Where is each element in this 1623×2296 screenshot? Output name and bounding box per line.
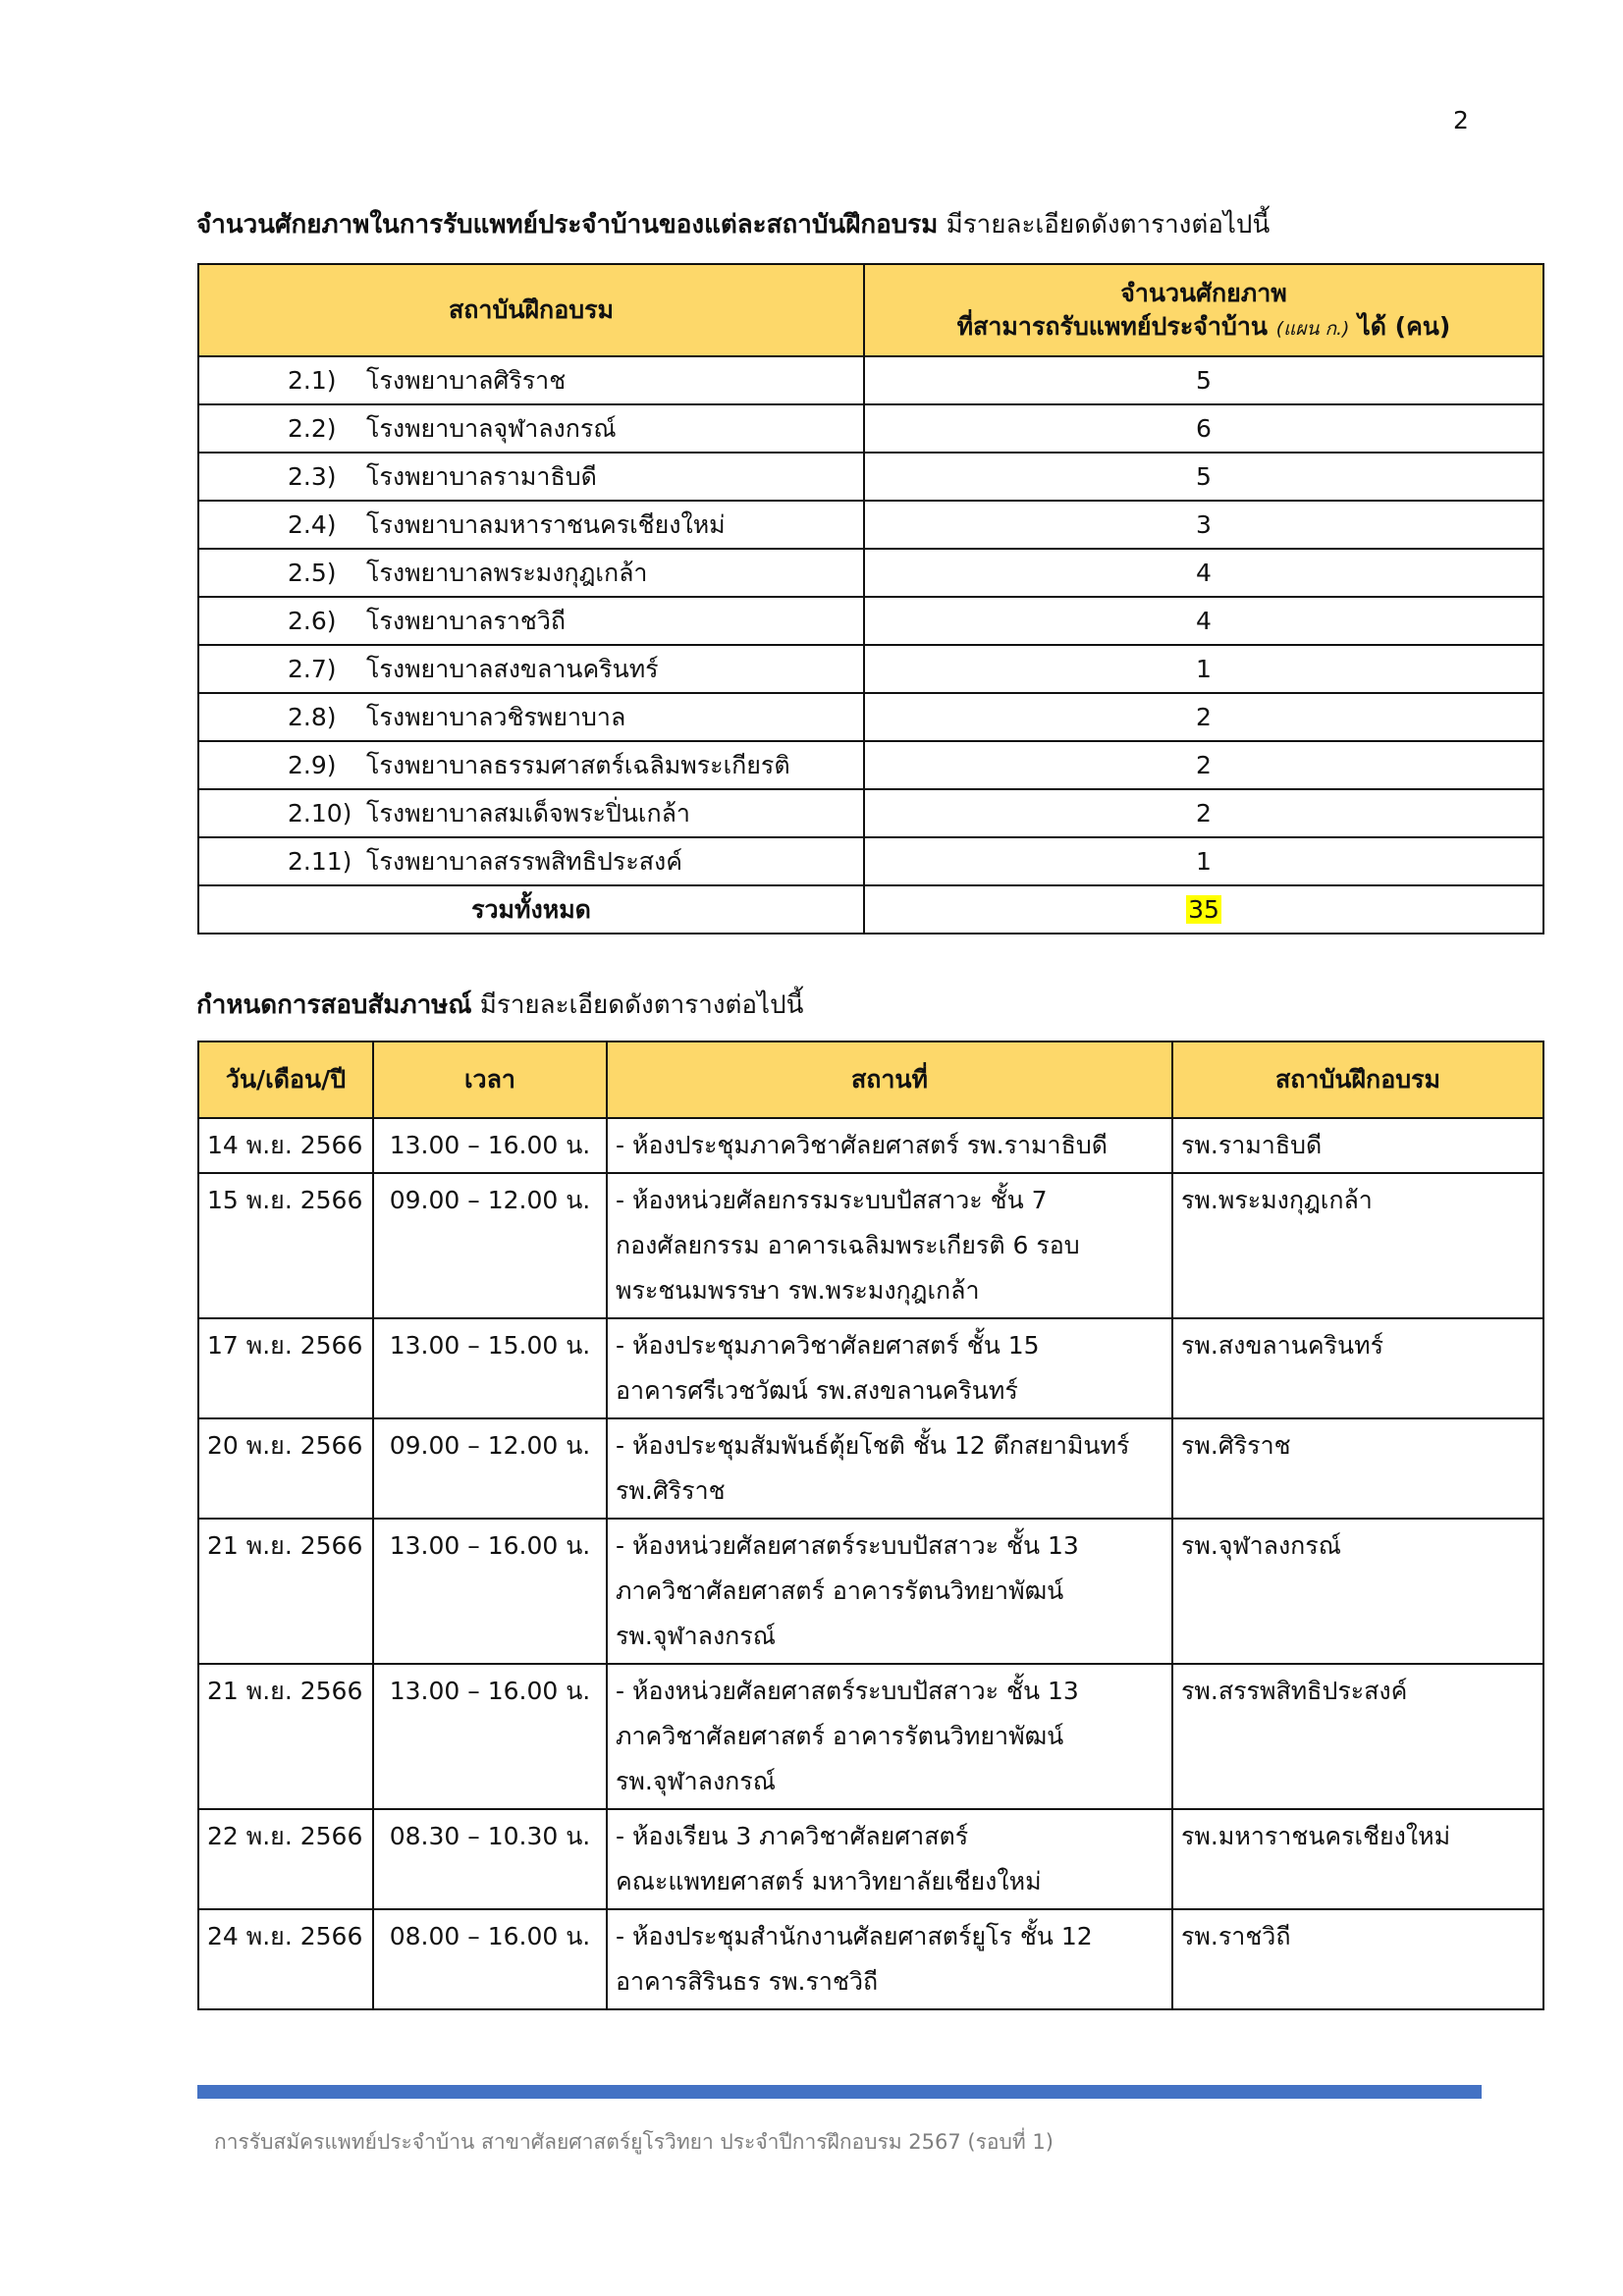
place-line: - ห้องประชุมภาควิชาศัลยศาสตร์ รพ.รามาธิบดี [616, 1131, 1108, 1159]
institution-cell [198, 356, 864, 404]
institution-cell [198, 645, 864, 693]
capacity-row [198, 837, 1543, 885]
institution-index: 2.8) [288, 702, 337, 731]
institution-name: โรงพยาบาลรามาธิบดี [366, 461, 597, 491]
place-line: - ห้องประชุมภาควิชาศัลยศาสตร์ ชั้น 15 [616, 1331, 1040, 1360]
interview-heading [196, 985, 803, 1025]
place-line: อาคารสิรินธร รพ.ราชวิถี [616, 1967, 879, 1996]
interview-place [607, 1418, 1172, 1519]
place-line: - ห้องหน่วยศัลยศาสตร์ระบบปัสสาวะ ชั้น 13 [616, 1677, 1079, 1705]
col-time-header: เวลา [373, 1041, 607, 1118]
capacity-row [198, 789, 1543, 837]
interview-institution: รพ.ราชวิถี [1172, 1909, 1543, 2009]
interview-time: 08.00 – 16.00 น. [373, 1909, 607, 2009]
capacity-table-header [198, 264, 1543, 356]
institution-name: โรงพยาบาลสรรพสิทธิประสงค์ [366, 846, 682, 876]
capacity-row [198, 404, 1543, 453]
capacity-count: 4 [864, 597, 1543, 645]
institution-index: 2.9) [288, 750, 337, 779]
interview-place [607, 1118, 1172, 1173]
total-value-cell [864, 885, 1543, 934]
institution-name: โรงพยาบาลพระมงกุฎเกล้า [366, 558, 648, 587]
col-institution-header-2: สถาบันฝึกอบรม [1172, 1041, 1543, 1118]
institution-cell [198, 789, 864, 837]
place-line: พระชนมพรรษา รพ.พระมงกุฎเกล้า [616, 1276, 980, 1305]
interview-row [198, 1173, 1543, 1318]
place-line: กองศัลยกรรม อาคารเฉลิมพระเกียรติ 6 รอบ [616, 1231, 1080, 1259]
interview-row [198, 1909, 1543, 2009]
interview-time: 13.00 – 15.00 น. [373, 1318, 607, 1418]
capacity-heading [196, 204, 1270, 244]
institution-index: 2.11) [288, 846, 352, 876]
interview-place [607, 1519, 1172, 1664]
capacity-row [198, 741, 1543, 789]
interview-date: 20 พ.ย. 2566 [198, 1418, 373, 1519]
col-capacity-line2b: ได้ (คน) [1349, 312, 1451, 341]
interview-row [198, 1318, 1543, 1418]
interview-time: 09.00 – 12.00 น. [373, 1418, 607, 1519]
place-line: คณะแพทยศาสตร์ มหาวิทยาลัยเชียงใหม่ [616, 1867, 1042, 1896]
capacity-count: 2 [864, 693, 1543, 741]
interview-date: 15 พ.ย. 2566 [198, 1173, 373, 1318]
interview-place [607, 1909, 1172, 2009]
place-line: - ห้องประชุมสัมพันธ์ตุ้ยโชติ ชั้น 12 ตึกสยามินทร์ [616, 1431, 1130, 1460]
interview-table [197, 1041, 1544, 2010]
interview-place [607, 1809, 1172, 1909]
place-line: รพ.จุฬาลงกรณ์ [616, 1767, 776, 1795]
interview-institution: รพ.สงขลานครินทร์ [1172, 1318, 1543, 1418]
col-institution-header: สถาบันฝึกอบรม [198, 264, 864, 356]
interview-institution: รพ.ศิริราช [1172, 1418, 1543, 1519]
institution-cell [198, 549, 864, 597]
interview-date: 21 พ.ย. 2566 [198, 1664, 373, 1809]
interview-time: 13.00 – 16.00 น. [373, 1118, 607, 1173]
interview-time: 08.30 – 10.30 น. [373, 1809, 607, 1909]
institution-index: 2.5) [288, 558, 337, 587]
col-capacity-line2a: ที่สามารถรับแพทย์ประจำบ้าน [956, 312, 1276, 341]
capacity-count: 4 [864, 549, 1543, 597]
interview-date: 24 พ.ย. 2566 [198, 1909, 373, 2009]
capacity-row [198, 597, 1543, 645]
place-line: - ห้องประชุมสำนักงานศัลยศาสตร์ยูโร ชั้น 12 [616, 1922, 1093, 1950]
interview-institution: รพ.รามาธิบดี [1172, 1118, 1543, 1173]
place-line: - ห้องเรียน 3 ภาควิชาศัลยศาสตร์ [616, 1822, 969, 1850]
interview-heading-bold: กำหนดการสอบสัมภาษณ์ [196, 990, 472, 1020]
institution-cell [198, 501, 864, 549]
interview-heading-rest: มีรายละเอียดดังตารางต่อไปนี้ [471, 990, 804, 1020]
capacity-count: 2 [864, 741, 1543, 789]
capacity-count: 2 [864, 789, 1543, 837]
institution-index: 2.1) [288, 365, 337, 395]
col-capacity-header [864, 264, 1543, 356]
interview-place [607, 1173, 1172, 1318]
institution-cell [198, 453, 864, 501]
institution-cell [198, 404, 864, 453]
institution-index: 2.10) [288, 798, 352, 828]
interview-time: 13.00 – 16.00 น. [373, 1664, 607, 1809]
capacity-total-row [198, 885, 1543, 934]
col-date-header: วัน/เดือน/ปี [198, 1041, 373, 1118]
interview-row [198, 1664, 1543, 1809]
institution-cell [198, 597, 864, 645]
place-line: - ห้องหน่วยศัลยศาสตร์ระบบปัสสาวะ ชั้น 13 [616, 1531, 1079, 1560]
interview-row [198, 1418, 1543, 1519]
capacity-heading-rest: มีรายละเอียดดังตารางต่อไปนี้ [938, 210, 1271, 240]
capacity-heading-bold: จำนวนศักยภาพในการรับแพทย์ประจำบ้านของแต่ละสถาบันฝึกอบรม [196, 210, 939, 240]
capacity-count: 1 [864, 837, 1543, 885]
col-place-header: สถานที่ [607, 1041, 1172, 1118]
interview-row [198, 1519, 1543, 1664]
total-label: รวมทั้งหมด [198, 885, 864, 934]
institution-cell [198, 837, 864, 885]
institution-name: โรงพยาบาลสมเด็จพระปิ่นเกล้า [366, 798, 690, 828]
capacity-row [198, 356, 1543, 404]
interview-table-header [198, 1041, 1543, 1118]
capacity-count: 6 [864, 404, 1543, 453]
capacity-count: 5 [864, 453, 1543, 501]
interview-place [607, 1318, 1172, 1418]
interview-institution: รพ.พระมงกุฎเกล้า [1172, 1173, 1543, 1318]
interview-row [198, 1809, 1543, 1909]
page-number: 2 [1453, 106, 1469, 134]
interview-date: 21 พ.ย. 2566 [198, 1519, 373, 1664]
place-line: รพ.ศิริราช [616, 1476, 726, 1505]
place-line: อาคารศรีเวชวัฒน์ รพ.สงขลานครินทร์ [616, 1376, 1018, 1405]
total-value: 35 [1188, 895, 1219, 924]
institution-cell [198, 693, 864, 741]
interview-date: 17 พ.ย. 2566 [198, 1318, 373, 1418]
institution-name: โรงพยาบาลสงขลานครินทร์ [366, 654, 659, 683]
capacity-count: 1 [864, 645, 1543, 693]
institution-index: 2.4) [288, 509, 337, 539]
footer-bar [197, 2085, 1482, 2099]
footer-text: การรับสมัครแพทย์ประจำบ้าน สาขาศัลยศาสตร์ยูโรวิทยา ประจำปีการฝึกอบรม 2567 (รอบที่ 1) [214, 2130, 1054, 2154]
place-line: - ห้องหน่วยศัลยกรรมระบบปัสสาวะ ชั้น 7 [616, 1186, 1048, 1214]
col-capacity-note: (แผน ก.) [1275, 318, 1350, 340]
institution-index: 2.6) [288, 606, 337, 635]
col-capacity-line2 [865, 310, 1542, 344]
capacity-count: 5 [864, 356, 1543, 404]
institution-name: โรงพยาบาลธรรมศาสตร์เฉลิมพระเกียรติ [366, 750, 790, 779]
institution-name: โรงพยาบาลศิริราช [366, 365, 567, 395]
interview-institution: รพ.จุฬาลงกรณ์ [1172, 1519, 1543, 1664]
institution-name: โรงพยาบาลวชิรพยาบาล [366, 702, 626, 731]
interview-row [198, 1118, 1543, 1173]
institution-index: 2.3) [288, 461, 337, 491]
institution-name: โรงพยาบาลราชวิถี [366, 606, 567, 635]
interview-institution: รพ.มหาราชนครเชียงใหม่ [1172, 1809, 1543, 1909]
interview-institution: รพ.สรรพสิทธิประสงค์ [1172, 1664, 1543, 1809]
institution-cell [198, 741, 864, 789]
capacity-row [198, 645, 1543, 693]
interview-time: 13.00 – 16.00 น. [373, 1519, 607, 1664]
place-line: ภาควิชาศัลยศาสตร์ อาคารรัตนวิทยาพัฒน์ [616, 1722, 1064, 1750]
institution-name: โรงพยาบาลมหาราชนครเชียงใหม่ [366, 509, 726, 539]
institution-index: 2.7) [288, 654, 337, 683]
capacity-count: 3 [864, 501, 1543, 549]
interview-date: 22 พ.ย. 2566 [198, 1809, 373, 1909]
col-capacity-line1: จำนวนศักยภาพ [1120, 279, 1287, 308]
capacity-table [197, 263, 1544, 934]
capacity-row [198, 501, 1543, 549]
institution-index: 2.2) [288, 413, 337, 443]
institution-name: โรงพยาบาลจุฬาลงกรณ์ [366, 413, 617, 443]
interview-time: 09.00 – 12.00 น. [373, 1173, 607, 1318]
capacity-row [198, 453, 1543, 501]
capacity-row [198, 549, 1543, 597]
place-line: ภาควิชาศัลยศาสตร์ อาคารรัตนวิทยาพัฒน์ [616, 1576, 1064, 1605]
interview-place [607, 1664, 1172, 1809]
place-line: รพ.จุฬาลงกรณ์ [616, 1622, 776, 1650]
interview-date: 14 พ.ย. 2566 [198, 1118, 373, 1173]
capacity-row [198, 693, 1543, 741]
